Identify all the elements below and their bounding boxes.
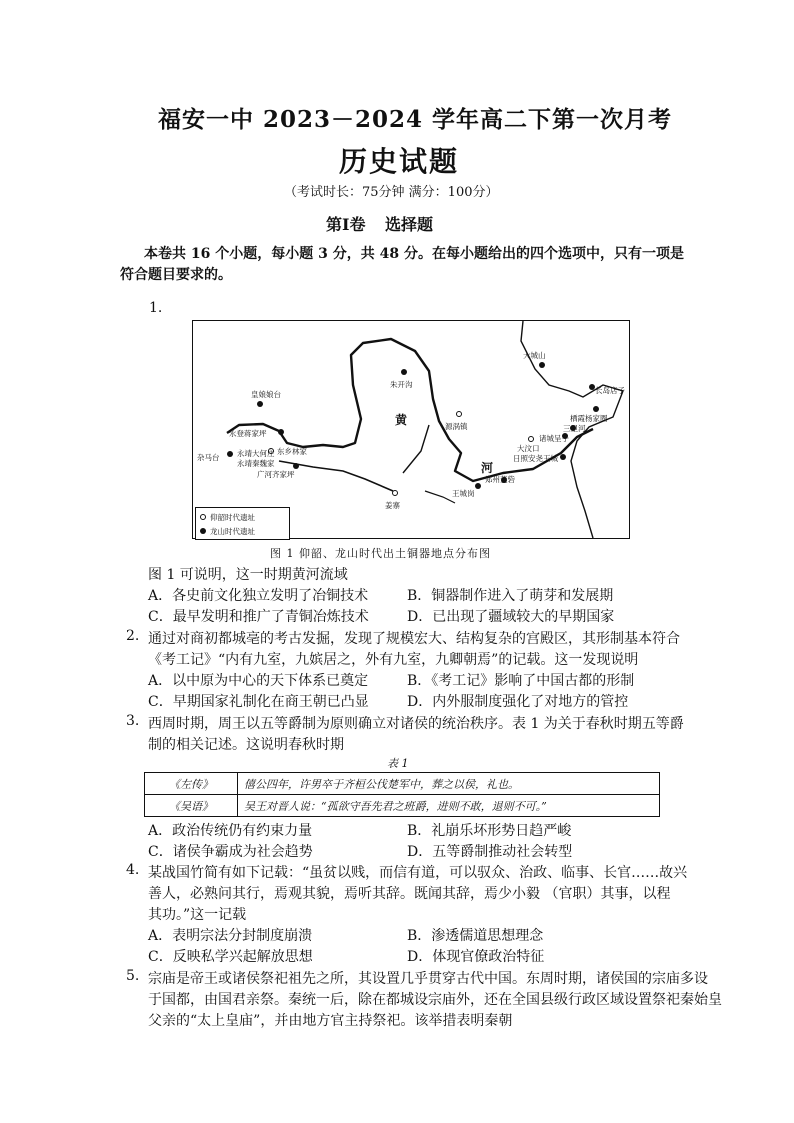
q3-option-a: A．政治传统仍有约束力量: [148, 823, 313, 839]
map-label: 朱开沟: [390, 380, 413, 389]
map-label: 大城山: [523, 351, 546, 360]
table-cell: 《吴语》: [145, 795, 238, 817]
table-cell: 吴王对晋人说：“孤欲守吾先君之班爵，进则不敢，退则不可。”: [238, 795, 660, 817]
table-title: 表 1: [387, 757, 409, 770]
q4-option-d: D．体现官僚政治特征: [407, 949, 545, 965]
legend-item: 龙山时代遗址: [210, 527, 255, 536]
exam-info: （考试时长：75分钟 满分：100分）: [284, 185, 499, 200]
site-marker-dot: [401, 369, 407, 375]
question-4-stem: 某战国竹简有如下记载：“虽贫以贱，而信有道，可以驭众、治政、临事、长官……故兴: [148, 865, 688, 881]
q4-option-b: B．渗透儒道思想理念: [407, 928, 544, 944]
question-1-number: 1.: [149, 300, 163, 316]
figure-1-map: [192, 320, 630, 539]
q2-option-d: D．内外服制度强化了对地方的管控: [407, 694, 629, 710]
question-4-number: 4.: [126, 862, 140, 878]
question-1-stem: 图 1 可说明，这一时期黄河流域: [148, 567, 348, 583]
q3-option-b: B．礼崩乐坏形势日趋严峻: [407, 823, 572, 839]
question-2-number: 2.: [126, 628, 140, 644]
exam-title: 福安一中 2023－2024 学年高二下第一次月考: [158, 106, 673, 133]
site-marker-dot: [539, 362, 545, 368]
q4-option-a: A．表明宗法分封制度崩溃: [148, 928, 313, 944]
q3-option-d: D．五等爵制推动社会转型: [407, 844, 573, 860]
map-label: 源涡镇: [445, 422, 468, 431]
site-marker-dot: [257, 401, 263, 407]
site-marker-ring: [392, 490, 398, 496]
map-label: 永靖大何庄: [237, 449, 275, 458]
page-title: 历史试题: [339, 145, 460, 178]
q2-option-b: B．《考工记》影响了中国古都的形制: [407, 673, 635, 689]
map-label: 王城岗: [452, 489, 475, 498]
map-label: 诸城呈子: [539, 434, 569, 443]
question-2-stem-cont: 《考工记》“内有九室，九嫔居之，外有九室，九卿朝焉”的记载。这一发现说明: [148, 652, 639, 668]
table-cell: 僖公四年，许男卒于齐桓公伐楚军中，葬之以侯，礼也。: [238, 773, 660, 795]
figure-caption: 图 1 仰韶、龙山时代出土铜器地点分布图: [270, 547, 491, 560]
question-5-stem-cont: 于国都，由国君亲祭。秦统一后，除在都城设宗庙外，还在全国县级行政区域设置祭祀秦始皇: [148, 992, 722, 1008]
q2-option-c: C．早期国家礼制化在商王朝已凸显: [148, 694, 369, 710]
river-label: 河: [481, 461, 494, 475]
map-label: 姜寨: [385, 501, 400, 510]
table-row: [145, 795, 660, 817]
map-label: 东乡林家: [277, 447, 307, 456]
legend-item: 仰韶时代遗址: [210, 513, 255, 522]
question-5-stem-cont2: 父亲的“太上皇庙”，并由地方官主持祭祀。该举措表明秦朝: [148, 1013, 513, 1029]
site-marker-dot: [593, 406, 599, 412]
section-heading: 第Ⅰ卷 选择题: [326, 215, 434, 234]
map-label: 长岛店子: [595, 386, 625, 395]
table-1: [144, 772, 660, 817]
q3-option-c: C．诸侯争霸成为社会趋势: [148, 844, 313, 860]
site-marker-dot: [227, 451, 233, 457]
site-marker-dot: [278, 429, 284, 435]
site-marker-dot: [560, 454, 566, 460]
instructions: 本卷共 16 个小题，每小题 3 分，共 48 分。在每小题给出的四个选项中，只有一项是: [144, 246, 684, 262]
table-cell: 《左传》: [145, 773, 238, 795]
map-label: 永登蒋家坪: [229, 429, 267, 438]
question-5-stem: 宗庙是帝王或诸侯祭祀祖先之所，其设置几乎贯穿古代中国。东周时期，诸侯国的宗庙多设: [148, 971, 708, 987]
question-2-stem: 通过对商初都城亳的考古发掘，发现了规模宏大、结构复杂的宫殿区，其形制基本符合: [148, 631, 680, 647]
site-marker-ring: [456, 411, 462, 417]
map-label: 永靖秦魏家: [237, 459, 275, 468]
q4-option-c: C．反映私学兴起解放思想: [148, 949, 313, 965]
map-label: 栖霞杨家圈: [570, 414, 608, 423]
river-label: 黄: [395, 413, 408, 427]
site-marker-dot: [475, 483, 481, 489]
map-label: 日照安尧王城: [513, 454, 558, 463]
table-row: [145, 773, 660, 795]
legend-ring-icon: [200, 514, 206, 520]
q2-option-a: A．以中原为中心的天下体系已奠定: [148, 673, 369, 689]
map-label: 杂马台: [197, 453, 220, 462]
question-5-number: 5.: [126, 968, 140, 984]
question-3-stem: 西周时期，周王以五等爵制为原则确立对诸侯的统治秩序。表 1 为关于春秋时期五等爵: [148, 716, 684, 732]
question-3-number: 3.: [126, 713, 140, 729]
legend-dot-icon: [200, 528, 206, 534]
map-label: 皇娘娘台: [251, 390, 281, 399]
q1-option-c: C．最早发明和推广了青铜冶炼技术: [148, 609, 369, 625]
question-4-stem-cont2: 其功。”这一记载: [148, 907, 247, 923]
question-3-stem-cont: 制的相关记述。这说明春秋时期: [148, 737, 344, 753]
map-label: 郑州董砦: [485, 475, 515, 484]
map-label: 广河齐家坪: [257, 470, 295, 479]
q1-option-d: D．已出现了疆域较大的早期国家: [407, 609, 615, 625]
instructions-cont: 符合题目要求的。: [120, 267, 232, 283]
q1-option-b: B．铜器制作进入了萌芽和发展期: [407, 588, 614, 604]
map-label: 大汶口: [517, 444, 540, 453]
fen-river: [403, 425, 429, 473]
q1-option-a: A．各史前文化独立发明了冶铜技术: [148, 588, 369, 604]
map-legend: [195, 507, 290, 540]
question-4-stem-cont: 善人，必熟问其行，焉观其貌，焉听其辞。既闻其辞，焉少小毅 （官职）其事，以程: [148, 886, 671, 902]
site-marker-ring: [528, 436, 534, 442]
map-label: 三里河: [563, 424, 586, 433]
luo-river: [425, 491, 455, 503]
